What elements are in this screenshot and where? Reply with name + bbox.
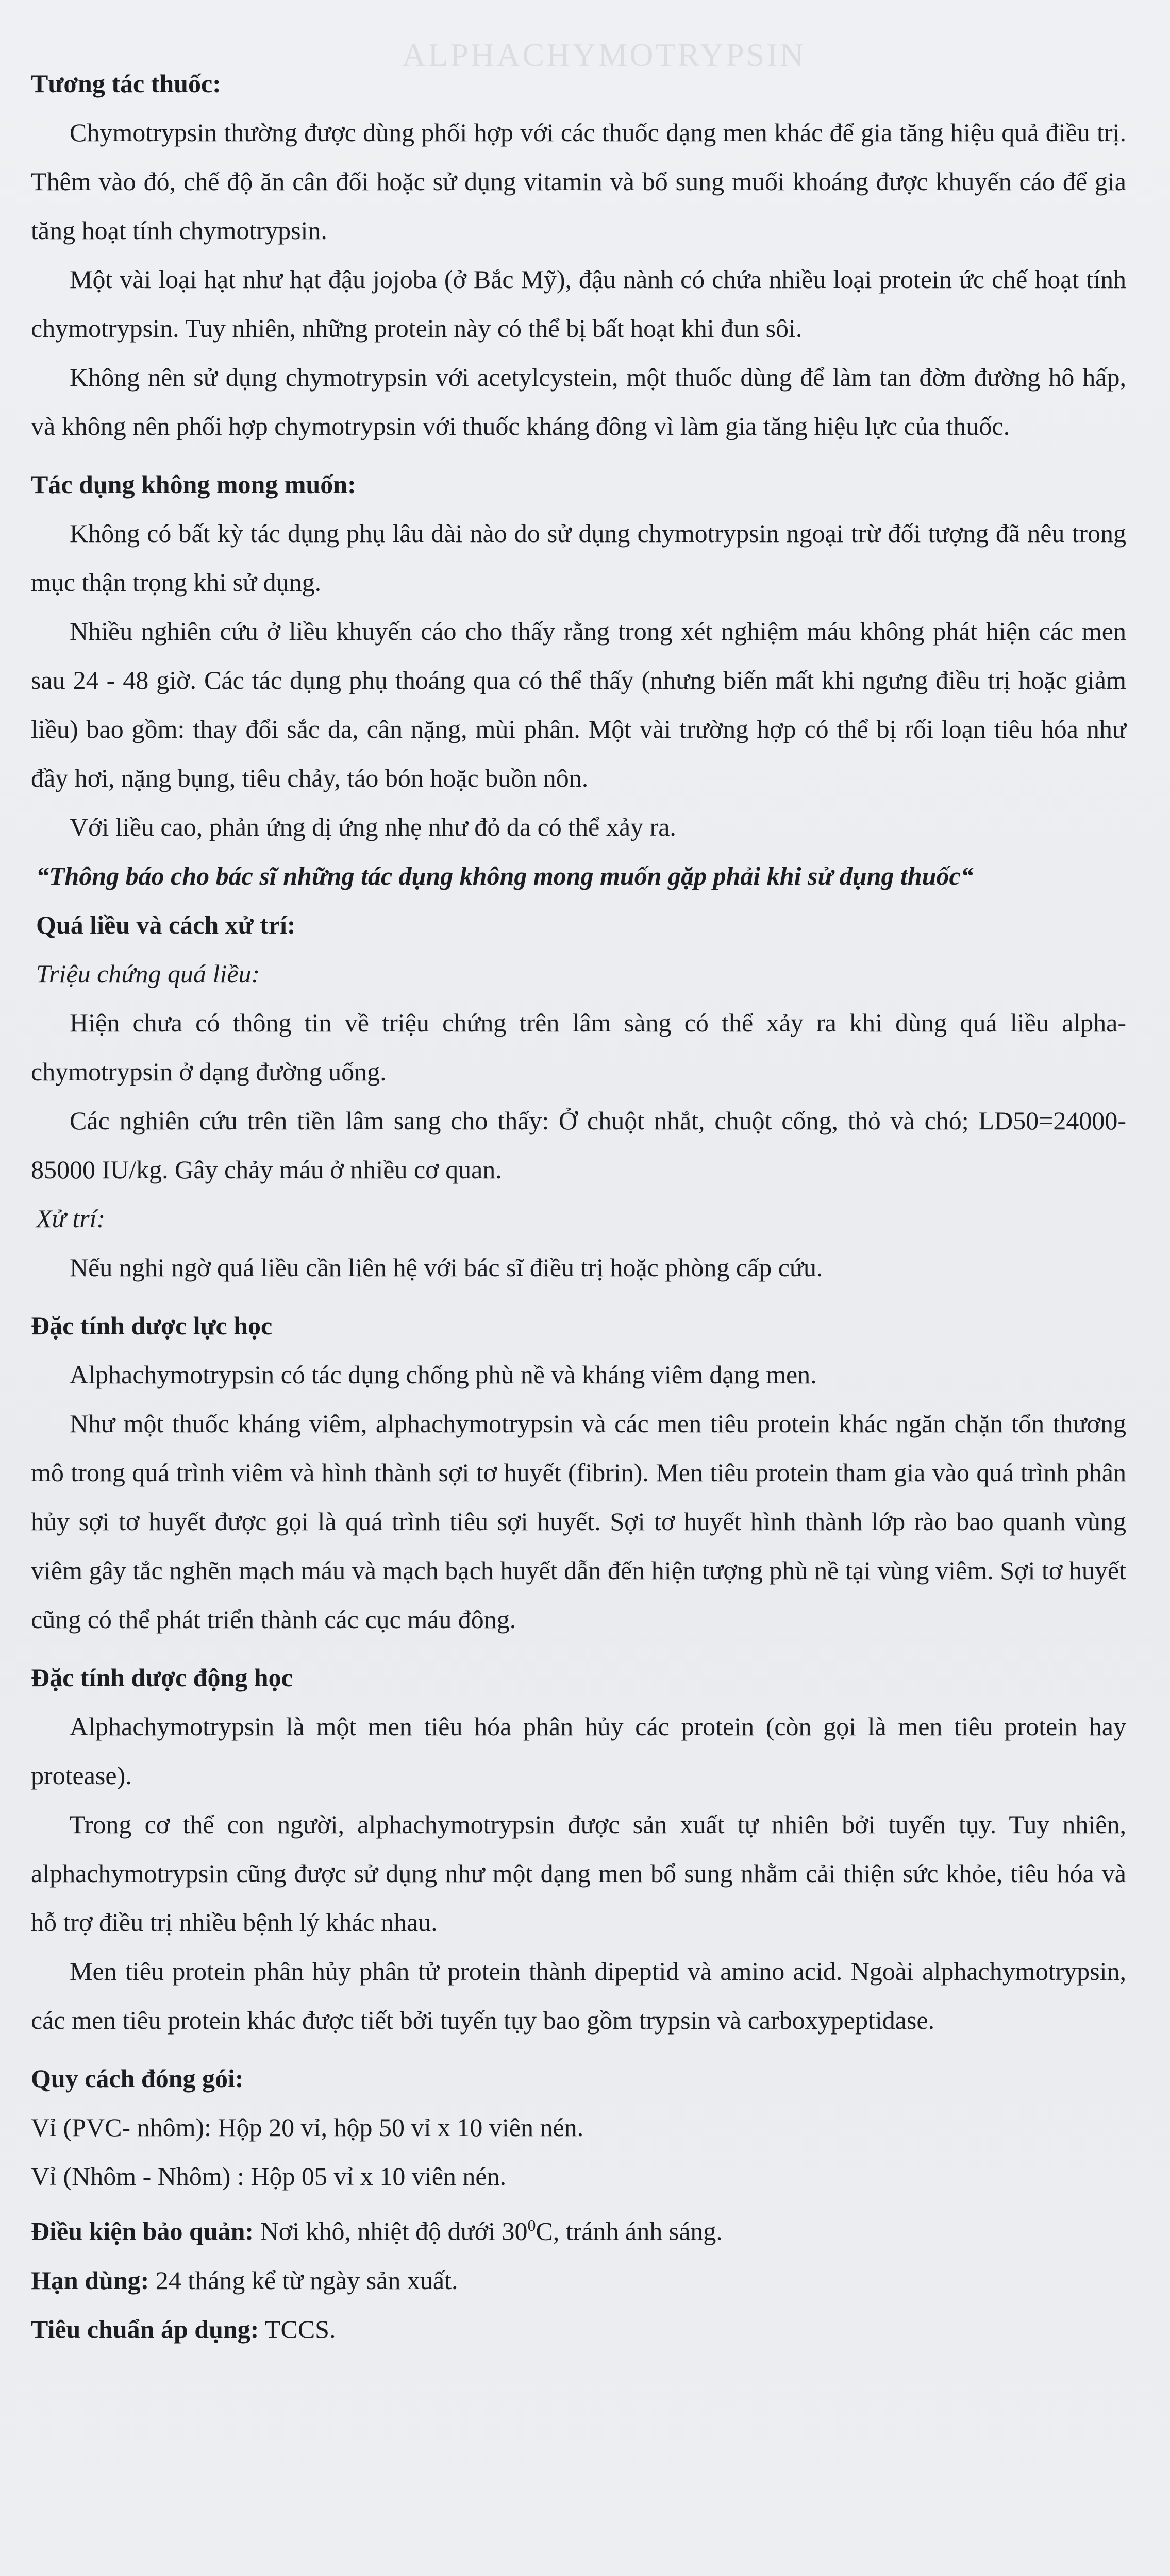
overdose-treatment-heading: Xử trí:: [36, 1204, 106, 1233]
show-through-title: ALPHACHYMOTRYPSIN: [402, 37, 806, 73]
pharmacokinetics-paragraph-2: Trong cơ thể con người, alphachymotrypsin được sản xuất tự nhiên bởi tuyến tụy. Tuy nhiên, alphachymotrypsin cũng được sử dụng như một dạng men bổ sung nhằm cải thiện sức khỏe, tiêu hóa và hỗ trợ điều trị nhiều bệnh lý khác nhau.: [31, 1810, 1126, 1937]
storage-degree: 0: [527, 2216, 536, 2234]
pharmacokinetics-heading: Đặc tính dược động học: [31, 1663, 293, 1692]
standard-label: Tiêu chuẩn áp dụng:: [31, 2314, 259, 2344]
side-effects-paragraph-2: Nhiều nghiên cứu ở liều khuyến cáo cho thấy rằng trong xét nghiệm máu không phát hiện các men sau 24 - 48 giờ. Các tác dụng phụ thoáng qua có thể thấy (nhưng biến mất khi ngưng điều trị hoặc giảm liều) bao gồm: thay đổi sắc da, cân nặng, mùi phân. Một vài trường hợp có thể bị rối loạn tiêu hóa như đầy hơi, nặng bụng, tiêu chảy, táo bón hoặc buồn nôn.: [31, 617, 1126, 792]
overdose-symptoms-heading: Triệu chứng quá liều:: [36, 959, 260, 988]
pharmacokinetics-paragraph-3: Men tiêu protein phân hủy phân tử protein thành dipeptid và amino acid. Ngoài alphachymotrypsin, các men tiêu protein khác được tiết bởi tuyến tụy bao gồm trypsin và carboxypeptidase.: [31, 1957, 1126, 2035]
side-effects-notice: “Thông báo cho bác sĩ những tác dụng không mong muốn gặp phải khi sử dụng thuốc“: [36, 861, 974, 890]
packaging-heading: Quy cách đóng gói:: [31, 2064, 244, 2093]
standard-line: [31, 2305, 1126, 2354]
storage-text: Nơi khô, nhiệt độ dưới 30: [254, 2216, 528, 2246]
standard-text: TCCS.: [259, 2314, 336, 2344]
storage-label: Điều kiện bảo quản:: [31, 2216, 254, 2246]
packaging-line-1: Vỉ (PVC- nhôm): Hộp 20 vỉ, hộp 50 vỉ x 10 viên nén.: [31, 2113, 584, 2142]
interactions-paragraph-1: Chymotrypsin thường được dùng phối hợp với các thuốc dạng men khác để gia tăng hiệu quả điều trị. Thêm vào đó, chế độ ăn cân đối hoặc sử dụng vitamin và bổ sung muối khoáng được khuyến cáo để gia tăng hoạt tính chymotrypsin.: [31, 118, 1126, 245]
side-effects-heading: Tác dụng không mong muốn:: [31, 470, 356, 499]
overdose-paragraph-2: Các nghiên cứu trên tiền lâm sang cho thấy: Ở chuột nhắt, chuột cống, thỏ và chó; LD50=24000-85000 IU/kg. Gây chảy máu ở nhiều cơ quan.: [31, 1106, 1126, 1184]
interactions-heading: Tương tác thuốc:: [31, 69, 221, 98]
interactions-paragraph-3: Không nên sử dụng chymotrypsin với acetylcystein, một thuốc dùng để làm tan đờm đường hô hấp, và không nên phối hợp chymotrypsin với thuốc kháng đông vì làm gia tăng hiệu lực của thuốc.: [31, 363, 1126, 440]
pharmacodynamics-paragraph-2: Như một thuốc kháng viêm, alphachymotrypsin và các men tiêu protein khác ngăn chặn tổn thương mô trong quá trình viêm và hình thành sợi tơ huyết (fibrin). Men tiêu protein tham gia vào quá trình phân hủy sợi tơ huyết được gọi là quá trình tiêu sợi huyết. Sợi tơ huyết hình thành lớp rào bao quanh vùng viêm gây tắc nghẽn mạch máu và mạch bạch huyết dẫn đến hiện tượng phù nề tại vùng viêm. Sợi tơ huyết cũng có thể phát triển thành các cục máu đông.: [31, 1409, 1126, 1634]
overdose-paragraph-1: Hiện chưa có thông tin về triệu chứng trên lâm sàng có thể xảy ra khi dùng quá liều alpha-chymotrypsin ở dạng đường uống.: [31, 1008, 1126, 1086]
side-effects-paragraph-3: Với liều cao, phản ứng dị ứng nhẹ như đỏ da có thể xảy ra.: [70, 812, 676, 841]
packaging-line-2: Vỉ (Nhôm - Nhôm) : Hộp 05 vỉ x 10 viên nén.: [31, 2162, 507, 2191]
overdose-heading: Quá liều và cách xử trí:: [36, 910, 296, 939]
pharmacodynamics-paragraph-1: Alphachymotrypsin có tác dụng chống phù nề và kháng viêm dạng men.: [70, 1360, 817, 1389]
expiry-text: 24 tháng kể từ ngày sản xuất.: [149, 2265, 458, 2295]
storage-line: [31, 2201, 1126, 2256]
interactions-paragraph-2: Một vài loại hạt như hạt đậu jojoba (ở Bắc Mỹ), đậu nành có chứa nhiều loại protein ức chế hoạt tính chymotrypsin. Tuy nhiên, những protein này có thể bị bất hoạt khi đun sôi.: [31, 265, 1126, 343]
expiry-line: [31, 2256, 1126, 2305]
pharmacodynamics-heading: Đặc tính dược lực học: [31, 1311, 273, 1340]
side-effects-paragraph-1: Không có bất kỳ tác dụng phụ lâu dài nào do sử dụng chymotrypsin ngoại trừ đối tượng đã nêu trong mục thận trọng khi sử dụng.: [31, 519, 1126, 597]
storage-text-end: C, tránh ánh sáng.: [536, 2216, 723, 2246]
overdose-paragraph-3: Nếu nghi ngờ quá liều cần liên hệ với bác sĩ điều trị hoặc phòng cấp cứu.: [70, 1253, 823, 1282]
pharmacokinetics-paragraph-1: Alphachymotrypsin là một men tiêu hóa phân hủy các protein (còn gọi là men tiêu protein hay protease).: [31, 1712, 1126, 1790]
expiry-label: Hạn dùng:: [31, 2265, 149, 2295]
leaflet-body: [31, 59, 1126, 2354]
